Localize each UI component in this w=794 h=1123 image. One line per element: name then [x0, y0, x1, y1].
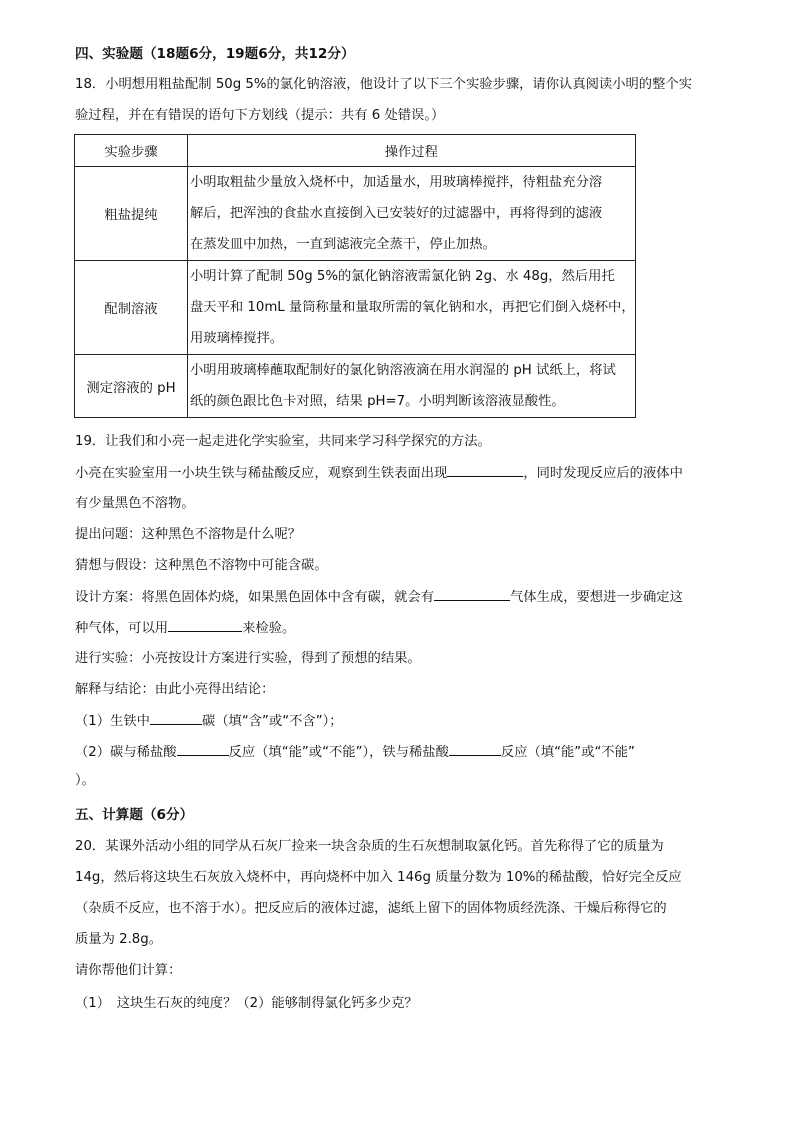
header-step: 实验步骤 — [75, 135, 188, 167]
q19-c1-text-2: 碳（填“含”或“不含”）； — [201, 714, 343, 729]
q19-design-text: 设计方案：将黑色固体灼烧，如果黑色固体中含有碳，就会有 — [75, 590, 435, 605]
q19-observation-line — [75, 463, 683, 484]
section-4-title: 四、实验题（18题6分，19题6分，共12分） — [75, 46, 355, 62]
q20-line-4: 质量为 2.8g。 — [75, 932, 163, 947]
q19-conclusion-2-end: ）。 — [75, 773, 95, 788]
header-process: 操作过程 — [188, 135, 636, 167]
process-line: 解后，把浑浊的食盐水直接倒入已安装好的过滤器中，再将得到的滤液 — [190, 206, 603, 221]
q20-line-5: 请你帮他们计算： — [75, 963, 182, 978]
q20-line-2: 14g，然后将这块生石灰放入烧杯中，再向烧杯中加入 146g 质量分数为 10%的稀盐酸，恰好完全反应 — [75, 870, 682, 885]
q19-c2-text: （2）碳与稀盐酸 — [75, 745, 177, 760]
row-step: 测定溶液的 pH — [75, 355, 188, 418]
section-5-title: 五、计算题（6分） — [75, 807, 194, 823]
q19-design-line-2 — [75, 618, 295, 639]
row-process — [188, 355, 636, 418]
table-row — [75, 261, 636, 355]
process-line: 在蒸发皿中加热，一直到滤液完全蒸干，停止加热。 — [190, 237, 496, 252]
answer-blank[interactable] — [150, 711, 202, 725]
q18-line-1: 18．小明想用粗盐配制 50g 5%的氯化钠溶液，他设计了以下三个实验步骤，请你认真阅读小明的整个实 — [75, 77, 692, 92]
q19-c1-text: （1）生铁中 — [75, 714, 150, 729]
q19-experiment: 进行实验：小亮按设计方案进行实验，得到了预想的结果。 — [75, 651, 421, 666]
q19-design-line — [75, 587, 683, 608]
q19-observation-text-2: ，同时发现反应后的液体中 — [523, 466, 683, 481]
q19-intro: 19．让我们和小亮一起走进化学实验室，共同来学习科学探究的方法。 — [75, 434, 491, 449]
process-line: 小明取粗盐少量放入烧杯中，加适量水，用玻璃棒搅拌，待粗盐充分溶 — [190, 175, 603, 190]
q19-conclusion-1 — [75, 711, 343, 732]
q20-line-3: （杂质不反应，也不溶于水）。把反应后的液体过滤，滤纸上留下的固体物质经洗涤、干燥后称得它的 — [75, 901, 667, 916]
table-row — [75, 355, 636, 418]
row-step: 配制溶液 — [75, 261, 188, 355]
row-step: 粗盐提纯 — [75, 167, 188, 261]
q19-conclusion: 解释与结论：由此小亮得出结论： — [75, 682, 275, 697]
row-process — [188, 261, 636, 355]
q19-c2-text-2: 反应（填“能”或“不能”），铁与稀盐酸 — [228, 745, 449, 760]
q19-conclusion-2 — [75, 742, 635, 763]
q19-observation-text: 小亮在实验室用一小块生铁与稀盐酸反应，观察到生铁表面出现 — [75, 466, 448, 481]
q19-c2-text-3: 反应（填“能”或“不能” — [500, 745, 635, 760]
answer-blank[interactable] — [449, 742, 501, 756]
q19-hypothesis: 猜想与假设：这种黑色不溶物中可能含碳。 — [75, 558, 328, 573]
process-line: 盘天平和 10mL 量筒称量和量取所需的氧化钠和水，再把它们倒入烧杯中， — [190, 300, 635, 315]
q19-design2-text: 种气体，可以用 — [75, 621, 169, 636]
experiment-table — [74, 134, 636, 418]
q20-line-6: （1） 这块生石灰的纯度？（2）能够制得氯化钙多少克？ — [75, 996, 418, 1011]
answer-blank[interactable] — [168, 618, 242, 632]
answer-blank[interactable] — [434, 587, 510, 601]
q19-observation-line-2: 有少量黑色不溶物。 — [75, 496, 195, 511]
table-header-row — [75, 135, 636, 167]
q18-line-2: 验过程，并在有错误的语句下方划线（提示：共有 6 处错误。） — [75, 108, 445, 123]
answer-blank[interactable] — [447, 463, 523, 477]
process-line: 用玻璃棒搅拌。 — [190, 331, 284, 346]
process-line: 小明计算了配制 50g 5%的氯化钠溶液需氯化钠 2g、水 48g，然后用托 — [190, 269, 615, 284]
q20-line-1: 20．某课外活动小组的同学从石灰厂捡来一块含杂质的生石灰想制取氯化钙。首先称得了它的质量为 — [75, 839, 664, 854]
q19-design2-text-2: 来检验。 — [242, 621, 296, 636]
process-line: 纸的颜色跟比色卡对照，结果 pH=7。小明判断该溶液显酸性。 — [190, 394, 565, 409]
q19-design-text-2: 气体生成，要想进一步确定这 — [510, 590, 683, 605]
answer-blank[interactable] — [177, 742, 229, 756]
table-row — [75, 167, 636, 261]
process-line: 小明用玻璃棒蘸取配制好的氯化钠溶液滴在用水润湿的 pH 试纸上，将试 — [190, 363, 616, 378]
row-process — [188, 167, 636, 261]
q19-question: 提出问题：这种黑色不溶物是什么呢？ — [75, 527, 302, 542]
